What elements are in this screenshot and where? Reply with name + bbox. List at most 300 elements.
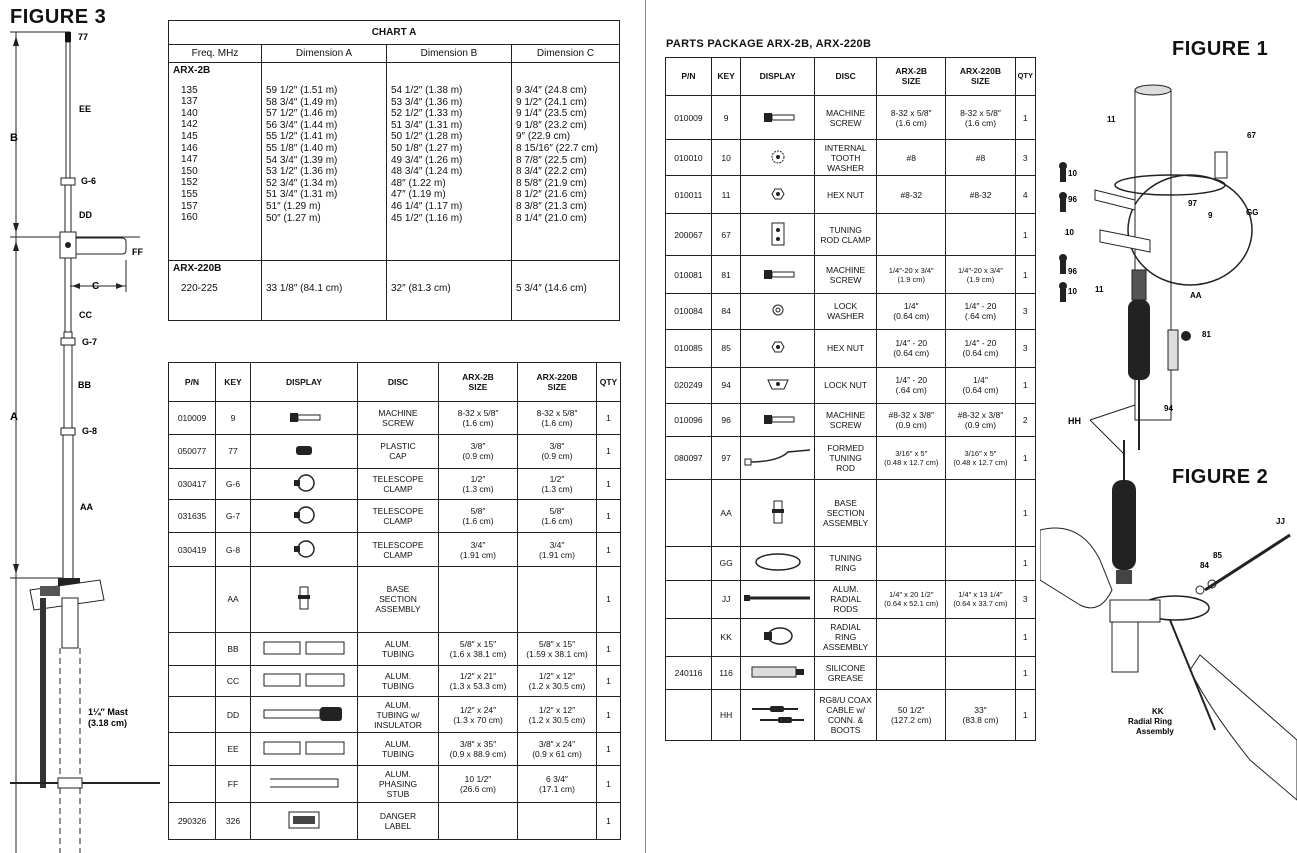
part-description: TELESCOPE CLAMP	[358, 500, 439, 533]
part-number: 010081	[666, 256, 712, 294]
part-number: 200067	[666, 213, 712, 255]
label-g6: G-6	[81, 176, 97, 186]
part-key: HH	[711, 690, 740, 741]
part-number: 030419	[169, 533, 216, 567]
dim_b-value: 48″ (1.22 m)	[391, 177, 446, 189]
size-arx220b	[946, 213, 1015, 255]
part-qty: 1	[597, 500, 621, 533]
part-key: 11	[711, 176, 740, 214]
size-arx220b	[946, 656, 1015, 690]
tuning-ring-icon	[744, 549, 812, 575]
table-row	[666, 95, 1036, 139]
part-description: MACHINE SCREW	[815, 403, 877, 437]
dim_a-value: 57 1/2″ (1.46 m)	[266, 108, 338, 120]
coax-cable-icon	[744, 701, 812, 727]
part-display	[741, 140, 815, 176]
size-arx220b: 5/8″ x 15″ (1.59 x 38.1 cm)	[518, 632, 597, 665]
dim_b-value: 54 1/2″ (1.38 m)	[391, 85, 463, 96]
part-key: 94	[711, 367, 740, 403]
machine-screw-icon	[254, 404, 354, 430]
part-display	[251, 697, 358, 733]
freq-value: 137	[181, 96, 198, 108]
part-key: 77	[216, 434, 251, 468]
size-arx2b	[439, 567, 518, 633]
dim_b-value: 46 1/4″ (1.17 m)	[391, 200, 463, 212]
parts-package-title: PARTS PACKAGE ARX-2B, ARX-220B	[666, 38, 872, 50]
fig2-label-jj: JJ	[1276, 517, 1285, 526]
part-qty: 1	[597, 468, 621, 500]
fig1-label-9: 9	[1208, 211, 1213, 220]
dim_b-value: 51 3/4″ (1.31 m)	[391, 119, 463, 131]
dim_c-value: 9 3/4″ (24.8 cm)	[516, 85, 587, 96]
part-number: 031635	[169, 500, 216, 533]
header-freq: Freq. MHz	[169, 45, 262, 63]
part-key: 84	[711, 294, 740, 330]
size-arx2b	[877, 656, 946, 690]
size-arx220b: 5/8″ (1.6 cm)	[518, 500, 597, 533]
part-number	[666, 690, 712, 741]
arx2b-dim-b-cell	[387, 63, 512, 261]
fig1-label-11b: 11	[1095, 285, 1104, 294]
machine-screw-icon	[744, 261, 812, 287]
part-display	[741, 479, 815, 546]
freq-value: 160	[181, 212, 198, 224]
part-number	[169, 733, 216, 766]
col-pn: P/N	[169, 363, 216, 402]
part-key: KK	[711, 618, 740, 656]
arx220b-dim-a: 33 1/8″ (84.1 cm)	[262, 261, 387, 321]
label-b: B	[10, 132, 18, 144]
fig2-label-kk-desc2: Assembly	[1136, 727, 1174, 736]
dim_b-value: 50 1/2″ (1.28 m)	[391, 131, 463, 143]
part-number	[169, 766, 216, 803]
table-row	[169, 665, 621, 697]
chart-a-title: CHART A	[169, 21, 620, 45]
size-arx2b	[877, 479, 946, 546]
part-display	[251, 401, 358, 434]
part-key: 67	[711, 213, 740, 255]
part-number: 010011	[666, 176, 712, 214]
freq-value: 155	[181, 188, 198, 200]
page-divider	[645, 0, 646, 853]
dim_a-value: 54 3/4″ (1.39 m)	[266, 154, 338, 166]
figure-2-title: FIGURE 2	[1172, 466, 1269, 488]
part-qty: 1	[597, 567, 621, 633]
part-qty: 1	[1015, 367, 1035, 403]
label-c: C	[92, 281, 100, 292]
part-description: MACHINE SCREW	[358, 401, 439, 434]
table-row	[169, 500, 621, 533]
part-display	[251, 468, 358, 500]
dim_a-value: 59 1/2″ (1.51 m)	[266, 85, 338, 96]
col-disc: DISC	[815, 58, 877, 96]
dim_b-value: 45 1/2″ (1.16 m)	[391, 212, 463, 224]
arx220b-freq: 220-225	[181, 282, 218, 294]
part-description: DANGER LABEL	[358, 802, 439, 839]
col-pn: P/N	[666, 58, 712, 96]
part-display	[251, 802, 358, 839]
part-qty: 1	[597, 733, 621, 766]
dim_b-value: 52 1/2″ (1.33 m)	[391, 108, 463, 120]
figure-3-antenna-drawing	[0, 0, 165, 853]
part-qty: 1	[1015, 546, 1035, 580]
part-description: ALUM. PHASING STUB	[358, 766, 439, 803]
dim_c-value: 9″ (22.9 cm)	[516, 131, 571, 143]
fig1-label-10b: 10	[1065, 228, 1074, 237]
figure-3-title: FIGURE 3	[10, 6, 107, 28]
part-key: AA	[216, 567, 251, 633]
table-row	[666, 140, 1036, 176]
arx220b-dim-c: 5 3/4″ (14.6 cm)	[512, 261, 620, 321]
part-number: 010085	[666, 329, 712, 367]
telescope-clamp-icon	[254, 536, 354, 562]
part-qty: 3	[1015, 294, 1035, 330]
size-arx220b: 1/4″ - 20 (0.64 cm)	[946, 329, 1015, 367]
table-row	[666, 656, 1036, 690]
part-display	[251, 665, 358, 697]
freq-value: 142	[181, 119, 198, 131]
part-display	[251, 733, 358, 766]
part-description: RADIAL RING ASSEMBLY	[815, 618, 877, 656]
size-arx2b: 50 1/2″ (127.2 cm)	[877, 690, 946, 741]
arx220b-label: ARX-220B	[173, 263, 222, 274]
dim_a-value: 58 3/4″ (1.49 m)	[266, 96, 338, 108]
figure-2-drawing	[1040, 440, 1297, 853]
part-qty: 1	[597, 802, 621, 839]
part-description: LOCK NUT	[815, 367, 877, 403]
part-number: 020249	[666, 367, 712, 403]
part-description: BASE SECTION ASSEMBLY	[358, 567, 439, 633]
part-display	[251, 567, 358, 633]
size-arx220b: 6 3/4″ (17.1 cm)	[518, 766, 597, 803]
part-qty: 1	[597, 533, 621, 567]
part-display	[741, 580, 815, 618]
fig2-label-85: 85	[1213, 551, 1222, 560]
part-description: ALUM. RADIAL RODS	[815, 580, 877, 618]
part-number: 010096	[666, 403, 712, 437]
dim_c-value: 9 1/4″ (23.5 cm)	[516, 108, 587, 120]
label-aa: AA	[80, 502, 93, 512]
part-qty: 1	[597, 401, 621, 434]
fig1-label-10c: 10	[1068, 287, 1077, 296]
dim_a-value: 56 3/4″ (1.44 m)	[266, 119, 338, 131]
size-arx2b: #8	[877, 140, 946, 176]
dim_c-value: 8 7/8″ (22.5 cm)	[516, 154, 587, 166]
dim_c-value: 8 15/16″ (22.7 cm)	[516, 142, 598, 154]
telescope-clamp-icon	[254, 470, 354, 496]
table-row	[666, 580, 1036, 618]
part-display	[741, 95, 815, 139]
part-number: 010009	[666, 95, 712, 139]
part-display	[741, 329, 815, 367]
dim_c-value: 9 1/8″ (23.2 cm)	[516, 119, 587, 131]
table-row	[666, 176, 1036, 214]
col-qty: QTY	[597, 363, 621, 402]
arx2b-freq-cell	[169, 63, 262, 261]
part-qty: 1	[1015, 437, 1035, 479]
size-arx220b: 1/2″ x 12″ (1.2 x 30.5 cm)	[518, 665, 597, 697]
table-row	[169, 802, 621, 839]
size-arx2b: 3/16″ x 5″ (0.48 x 12.7 cm)	[877, 437, 946, 479]
dim_b-value: 53 3/4″ (1.36 m)	[391, 96, 463, 108]
size-arx2b: 3/4″ (1.91 cm)	[439, 533, 518, 567]
table-row	[169, 401, 621, 434]
part-display	[741, 367, 815, 403]
label-mast-cm: (3.18 cm)	[88, 718, 128, 728]
machine-screw-icon	[744, 104, 812, 130]
table-row	[666, 367, 1036, 403]
part-key: 116	[711, 656, 740, 690]
arx220b-dim-b: 32″ (81.3 cm)	[387, 261, 512, 321]
part-qty: 1	[1015, 256, 1035, 294]
col-key: KEY	[711, 58, 740, 96]
table-row	[169, 697, 621, 733]
part-qty: 1	[1015, 479, 1035, 546]
dim_a-value: 55 1/2″ (1.41 m)	[266, 131, 338, 143]
col-arx220b: ARX-220B SIZE	[518, 363, 597, 402]
part-qty: 1	[1015, 213, 1035, 255]
table-row	[169, 468, 621, 500]
size-arx220b	[518, 567, 597, 633]
fig1-label-81: 81	[1202, 330, 1211, 339]
table-row	[666, 213, 1036, 255]
dim_a-value: 50″ (1.27 m)	[266, 212, 321, 224]
fig2-label-84: 84	[1200, 561, 1209, 570]
table-row	[169, 567, 621, 633]
telescope-clamp-icon	[254, 502, 354, 528]
part-display	[741, 294, 815, 330]
part-number	[666, 580, 712, 618]
size-arx2b: 1/4″-20 x 3/4″ (1.9 cm)	[877, 256, 946, 294]
part-key: G-8	[216, 533, 251, 567]
radial-ring-icon	[744, 623, 812, 649]
base-section-icon	[254, 585, 354, 611]
size-arx220b: 33″ (83.8 cm)	[946, 690, 1015, 741]
part-key: DD	[216, 697, 251, 733]
parts-table-right	[665, 57, 1036, 741]
size-arx220b	[946, 479, 1015, 546]
alum-tubing-icon	[254, 635, 354, 661]
col-qty: QTY	[1015, 58, 1035, 96]
part-display	[741, 403, 815, 437]
lock-washer-icon	[744, 297, 812, 323]
size-arx220b: #8	[946, 140, 1015, 176]
dim_a-value: 52 3/4″ (1.34 m)	[266, 177, 338, 189]
label-mast: 1¼″ Mast	[88, 707, 128, 717]
part-qty: 1	[1015, 690, 1035, 741]
part-display	[741, 656, 815, 690]
freq-value: 150	[181, 165, 198, 177]
header-dim-a: Dimension A	[262, 45, 387, 63]
freq-value: 147	[181, 154, 198, 166]
part-number	[666, 479, 712, 546]
arx2b-dim-c-cell	[512, 63, 620, 261]
part-qty: 1	[597, 766, 621, 803]
part-description: PLASTIC CAP	[358, 434, 439, 468]
label-77: 77	[78, 32, 89, 42]
table-row	[666, 618, 1036, 656]
part-key: EE	[216, 733, 251, 766]
part-key: 9	[711, 95, 740, 139]
size-arx220b: 1/4″-20 x 3/4″ (1.9 cm)	[946, 256, 1015, 294]
part-display	[741, 546, 815, 580]
header-dim-c: Dimension C	[512, 45, 620, 63]
part-number	[666, 618, 712, 656]
part-number: 080097	[666, 437, 712, 479]
size-arx220b: #8-32	[946, 176, 1015, 214]
part-key: FF	[216, 766, 251, 803]
part-qty: 1	[1015, 618, 1035, 656]
fig1-label-gg: GG	[1246, 208, 1259, 217]
size-arx220b: 1/2″ x 12″ (1.2 x 30.5 cm)	[518, 697, 597, 733]
table-row	[169, 733, 621, 766]
fig1-label-96: 96	[1068, 195, 1077, 204]
part-description: ALUM. TUBING	[358, 632, 439, 665]
size-arx2b: 10 1/2″ (26.6 cm)	[439, 766, 518, 803]
arx2b-dim-a-cell	[262, 63, 387, 261]
part-description: LOCK WASHER	[815, 294, 877, 330]
fig1-label-11: 11	[1107, 115, 1116, 124]
alum-tubing-icon	[254, 735, 354, 761]
size-arx220b	[946, 618, 1015, 656]
table-row	[169, 434, 621, 468]
part-description: MACHINE SCREW	[815, 95, 877, 139]
size-arx2b: 8-32 x 5/8″ (1.6 cm)	[877, 95, 946, 139]
part-number: 010084	[666, 294, 712, 330]
table-row	[169, 766, 621, 803]
part-number: 240116	[666, 656, 712, 690]
label-g7: G-7	[82, 337, 98, 347]
part-description: TUNING RING	[815, 546, 877, 580]
table-row	[666, 403, 1036, 437]
part-description: TELESCOPE CLAMP	[358, 533, 439, 567]
size-arx2b: 8-32 x 5/8″ (1.6 cm)	[439, 401, 518, 434]
dim_c-value: 8 3/4″ (22.2 cm)	[516, 166, 587, 178]
danger-label-icon	[254, 807, 354, 833]
col-disc: DISC	[358, 363, 439, 402]
part-description: INTERNAL TOOTH WASHER	[815, 140, 877, 176]
part-description: TELESCOPE CLAMP	[358, 468, 439, 500]
part-key: G-6	[216, 468, 251, 500]
size-arx2b: 1/2″ x 24″ (1.3 x 70 cm)	[439, 697, 518, 733]
tuning-rod-icon	[744, 444, 812, 470]
fig1-label-94: 94	[1164, 404, 1173, 413]
freq-value: 140	[181, 107, 198, 119]
part-description: ALUM. TUBING	[358, 665, 439, 697]
part-description: SILICONE GREASE	[815, 656, 877, 690]
size-arx220b: 1/4″ - 20 (.64 cm)	[946, 294, 1015, 330]
size-arx2b: 3/8″ x 35″ (0.9 x 88.9 cm)	[439, 733, 518, 766]
part-key: 81	[711, 256, 740, 294]
part-number: 050077	[169, 434, 216, 468]
part-display	[251, 434, 358, 468]
part-description: HEX NUT	[815, 329, 877, 367]
dim_c-value: 8 1/4″ (21.0 cm)	[516, 212, 587, 224]
lock-nut-icon	[744, 371, 812, 397]
part-key: JJ	[711, 580, 740, 618]
part-number: 030417	[169, 468, 216, 500]
size-arx220b: 3/8″ x 24″ (0.9 x 61 cm)	[518, 733, 597, 766]
part-key: 96	[711, 403, 740, 437]
label-g8: G-8	[82, 426, 98, 436]
freq-value: 146	[181, 142, 198, 154]
part-key: BB	[216, 632, 251, 665]
fig1-label-10: 10	[1068, 169, 1077, 178]
size-arx2b: 3/8″ (0.9 cm)	[439, 434, 518, 468]
part-qty: 4	[1015, 176, 1035, 214]
part-number: 010010	[666, 140, 712, 176]
size-arx220b: 1/4″ x 13 1/4″ (0.64 x 33.7 cm)	[946, 580, 1015, 618]
part-display	[741, 213, 815, 255]
part-description: ALUM. TUBING w/ INSULATOR	[358, 697, 439, 733]
tubing-insulator-icon	[254, 701, 354, 727]
figure-1-title: FIGURE 1	[1172, 38, 1269, 60]
table-row	[666, 479, 1036, 546]
part-display	[251, 533, 358, 567]
size-arx2b	[877, 546, 946, 580]
part-qty: 2	[1015, 403, 1035, 437]
dim_b-value: 49 3/4″ (1.26 m)	[391, 154, 463, 166]
label-ff: FF	[132, 247, 143, 257]
size-arx2b	[877, 213, 946, 255]
size-arx2b: 1/4″ x 20 1/2″ (0.64 x 52.1 cm)	[877, 580, 946, 618]
part-description: TUNING ROD CLAMP	[815, 213, 877, 255]
phasing-stub-icon	[254, 770, 354, 796]
tuning-rod-clamp-icon	[744, 221, 812, 247]
label-ee: EE	[79, 104, 92, 114]
part-description: BASE SECTION ASSEMBLY	[815, 479, 877, 546]
col-arx220b: ARX-220B SIZE	[946, 58, 1015, 96]
part-description: ALUM. TUBING	[358, 733, 439, 766]
part-number	[169, 567, 216, 633]
table-row	[666, 294, 1036, 330]
parts-table-left	[168, 362, 621, 840]
part-display	[741, 690, 815, 741]
part-key: GG	[711, 546, 740, 580]
table-row	[666, 437, 1036, 479]
part-qty: 3	[1015, 140, 1035, 176]
dim_c-value: 9 1/2″ (24.1 cm)	[516, 96, 587, 108]
size-arx220b: 3/16″ x 5″ (0.48 x 12.7 cm)	[946, 437, 1015, 479]
part-qty: 3	[1015, 580, 1035, 618]
part-display	[251, 500, 358, 533]
part-display	[741, 256, 815, 294]
table-row	[169, 533, 621, 567]
part-key: 97	[711, 437, 740, 479]
label-dd: DD	[79, 210, 92, 220]
hex-nut-icon	[744, 181, 812, 207]
part-key: CC	[216, 665, 251, 697]
machine-screw-icon	[744, 406, 812, 432]
figure-1-drawing	[1040, 60, 1297, 460]
part-display	[741, 437, 815, 479]
part-display	[251, 766, 358, 803]
arx2b-label: ARX-2B	[173, 65, 211, 76]
part-description: HEX NUT	[815, 176, 877, 214]
freq-value: 145	[181, 130, 198, 142]
dim_b-value: 48 3/4″ (1.24 m)	[391, 166, 463, 178]
col-arx2b: ARX-2B SIZE	[877, 58, 946, 96]
freq-value: 157	[181, 200, 198, 212]
part-qty: 1	[597, 632, 621, 665]
hex-nut-icon	[744, 334, 812, 360]
freq-value: 152	[181, 177, 198, 189]
size-arx220b: 1/2″ (1.3 cm)	[518, 468, 597, 500]
part-number: 010009	[169, 401, 216, 434]
part-key: 10	[711, 140, 740, 176]
dim_a-value: 51″ (1.29 m)	[266, 200, 321, 212]
col-arx2b: ARX-2B SIZE	[439, 363, 518, 402]
